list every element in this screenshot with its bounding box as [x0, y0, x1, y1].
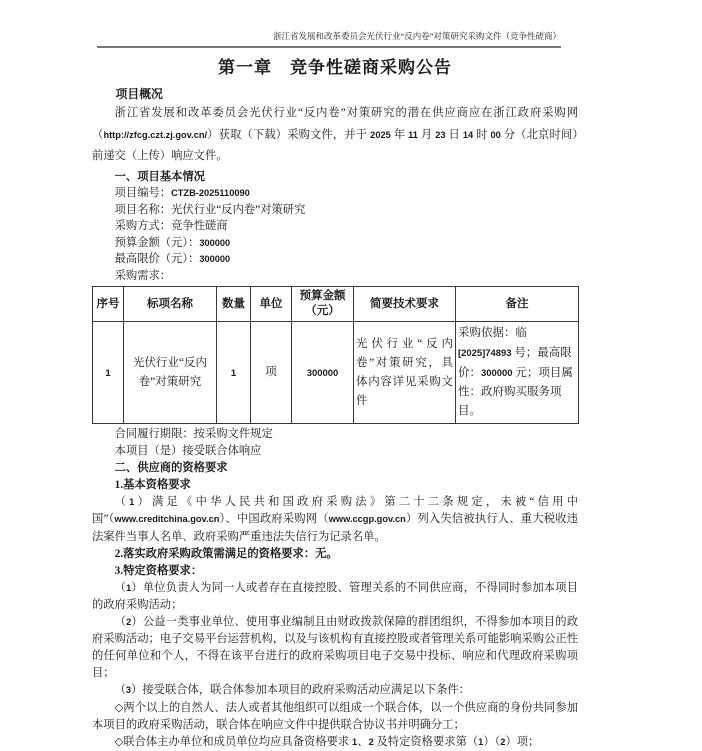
field-value: 300000 [199, 254, 231, 264]
clause-basic-1: （1）满足《中华人民共和国政府采购法》第二十二条规定，未被“信用中国”（www.creditchina.gov.cn）、中国政府采购网（www.ccgp.gov.cn）列入失信被执行人、重大税收违法案件当事人名单、政府采购严重违法失信行为记录名单。 [92, 496, 578, 543]
cell-item-name: 光伏行业“反内卷”对策研究 [124, 322, 217, 424]
field-procurement-method [92, 218, 578, 235]
header-remarks: 备注 [456, 287, 579, 322]
field-project-name [92, 202, 578, 219]
header-tech-requirements: 简要技术要求 [354, 287, 456, 322]
chapter-title: 第一章 竞争性磋商采购公告 [218, 58, 452, 77]
section-supplier-qualifications: 二、供应商的资格要求 [114, 462, 228, 475]
field-value: CTZB-2025110090 [171, 188, 250, 198]
page-header-text: 浙江省发展和改革委员会光伏行业“反内卷”对策研究采购文件（竞争性磋商） [97, 30, 561, 48]
cell-remarks: 采购依据：临[2025]74893 号；最高限价：300000 元；项目属性：政府购买服务项目。 [456, 322, 579, 424]
section-basic-info-heading: 一、项目基本情况 [114, 170, 205, 183]
header-seq: 序号 [93, 287, 124, 322]
overview-paragraph: 浙江省发展和改革委员会光伏行业“反内卷”对策研究的潜在供应商应在浙江政府采购网（http://zfcg.czt.zj.gov.cn/）获取（下载）采购文件，并于 2025 年 11 月 23 日 14 时 00 分（北京时间）前递交（上传）响应文件。 [92, 107, 578, 162]
header-budget: 预算金额（元） [292, 287, 354, 322]
requirements-table [92, 286, 579, 424]
document-page [92, 30, 578, 751]
heading-basic-qualifications: 1.基本资格要求 [114, 479, 191, 492]
qualifications-section [92, 426, 578, 751]
cell-unit: 项 [251, 322, 292, 424]
field-label: 项目编号： [114, 187, 172, 199]
cell-quantity: 1 [217, 322, 251, 424]
field-label: 采购方式： [114, 220, 172, 232]
clause-specific-3: （3）接受联合体，联合体参加本项目的政府采购活动应满足以下条件： [114, 684, 470, 697]
field-procurement-demand [92, 268, 578, 285]
joint-response-line: 本项目（是）接受联合体响应 [114, 445, 262, 458]
joint-venture-item-1: ◇两个以上的自然人、法人或者其他组织可以组成一个联合体，以一个供应商的身份共同参加本项目的政府采购活动，联合体在响应文件中提供联合协议书并明确分工； [92, 701, 578, 731]
field-value: 300000 [199, 237, 231, 248]
basic-info-section [92, 169, 578, 285]
contract-term-line: 合同履行期限：按采购文件规定 [114, 428, 273, 440]
field-value: 竞争性磋商 [171, 220, 228, 232]
clause-specific-1: （1）单位负责人为同一人或者存在直接控股、管理关系的不同供应商，不得同时参加本项目的政府采购活动； [92, 581, 578, 611]
field-label: 预算金额（元）： [114, 236, 200, 249]
field-label: 采购需求： [114, 269, 172, 282]
table-header-row [93, 287, 579, 322]
header-quantity: 数量 [217, 287, 251, 322]
heading-policy-qualifications: 2.落实政府采购政策需满足的资格要求：无。 [114, 547, 338, 560]
table-row [93, 322, 579, 424]
field-label: 最高限价（元）： [114, 253, 200, 265]
header-unit: 单位 [251, 287, 292, 322]
field-budget-amount [92, 235, 578, 252]
heading-specific-qualifications: 3.特定资格要求： [114, 564, 203, 577]
field-project-number [92, 185, 578, 202]
overview-heading: 项目概况 [115, 87, 163, 101]
cell-seq: 1 [93, 322, 124, 424]
header-item-name: 标项名称 [124, 287, 217, 322]
field-value: 光伏行业“反内卷”对策研究 [171, 203, 306, 216]
field-price-ceiling [92, 251, 578, 268]
cell-budget: 300000 [292, 322, 354, 424]
joint-venture-item-2: ◇联合体主办单位和成员单位均应具备资格要求 1、2 及特定资格要求第（1）（2）项； [114, 735, 540, 748]
cell-tech-requirements: 光伏行业“反内卷”对策研究，具体内容详见采购文件 [354, 322, 456, 424]
field-label: 项目名称： [114, 203, 172, 216]
clause-specific-2: （2）公益一类事业单位、使用事业编制且由财政拨款保障的群团组织，不得参加本项目的政府采购活动；电子交易平台运营机构，以及与该机构有直接控股或者管理关系可能影响采购公正性的任何单位和个人，不得在该平台进行的政府采购项目电子交易中投标、响应和代理政府采购项目； [92, 616, 578, 680]
